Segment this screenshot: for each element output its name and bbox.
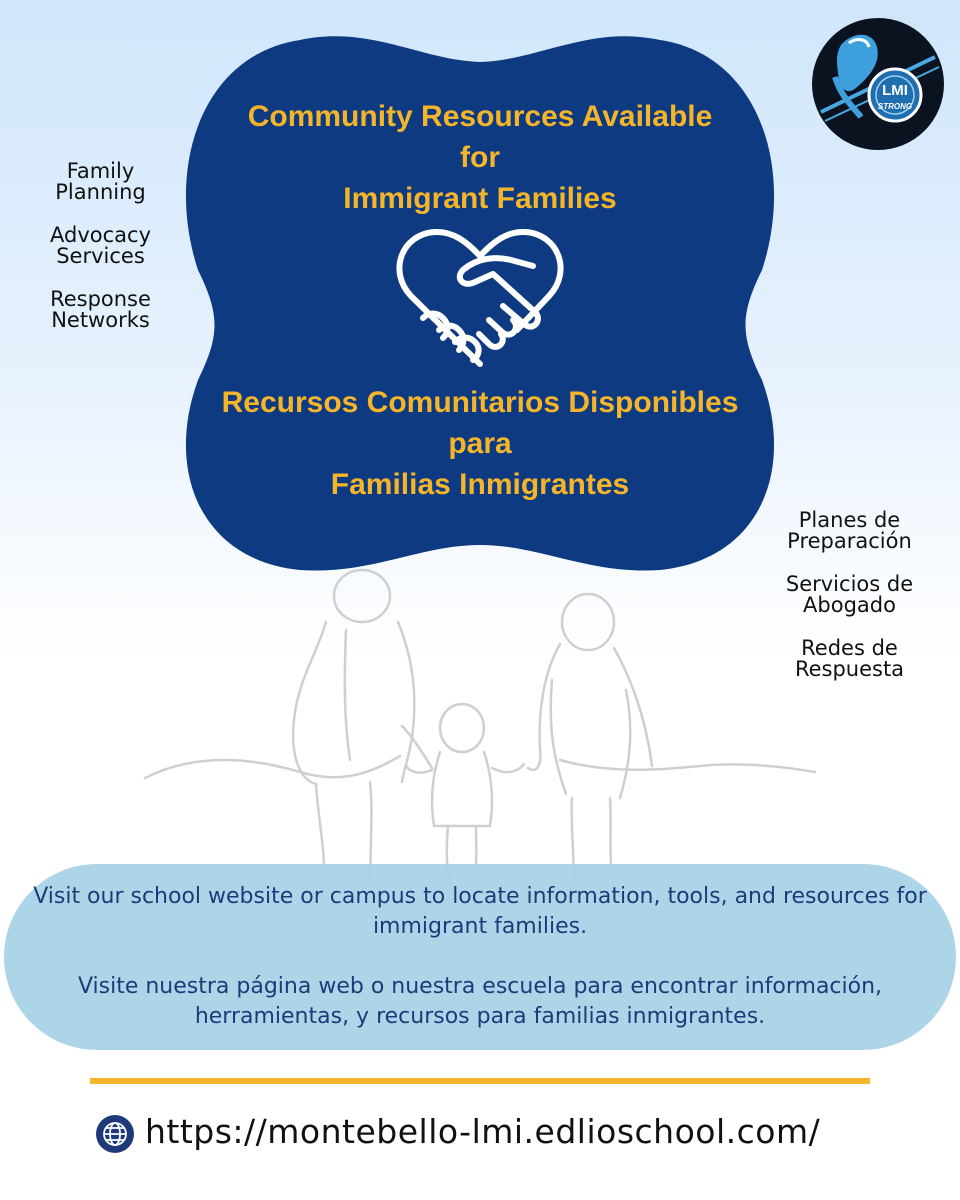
service-item: Family Planning [55, 159, 146, 204]
title-english-line3: Immigrant Families [343, 182, 617, 215]
title-spanish-line2: para [448, 427, 512, 460]
divider [90, 1078, 870, 1084]
info-spanish: Visite nuestra página web o nuestra escuela para encontrar información, herramientas, y recursos para familias inmigrantes. [77, 974, 883, 1029]
logo-text: LMI [882, 82, 908, 99]
title-spanish [180, 382, 780, 505]
service-item: Servicios de Abogado [785, 572, 914, 617]
logo-subtext: STRONG [877, 102, 913, 111]
lmi-strong-logo [811, 17, 945, 151]
website-url-link[interactable]: https://montebello-lmi.edlioschool.com/ [145, 1112, 821, 1151]
info-text [30, 882, 930, 1032]
service-item: Response Networks [50, 287, 151, 332]
title-spanish-line1: Recursos Comunitarios Disponibles [221, 386, 739, 419]
title-english-line1: Community Resources Available [247, 100, 713, 133]
family-line-art [140, 560, 820, 900]
heart-handshake-icon [393, 226, 567, 370]
services-list-english [28, 161, 173, 353]
info-english: Visit our school website or campus to locate information, tools, and resources for immigrant families. [33, 884, 927, 939]
title-spanish-line3: Familias Inmigrantes [330, 468, 630, 501]
service-item: Redes de Respuesta [794, 636, 905, 681]
title-english [180, 96, 780, 219]
title-english-line2: for [460, 141, 500, 174]
globe-icon [95, 1114, 135, 1154]
service-item: Planes de Preparación [787, 508, 912, 553]
service-item: Advocacy Services [50, 223, 151, 268]
